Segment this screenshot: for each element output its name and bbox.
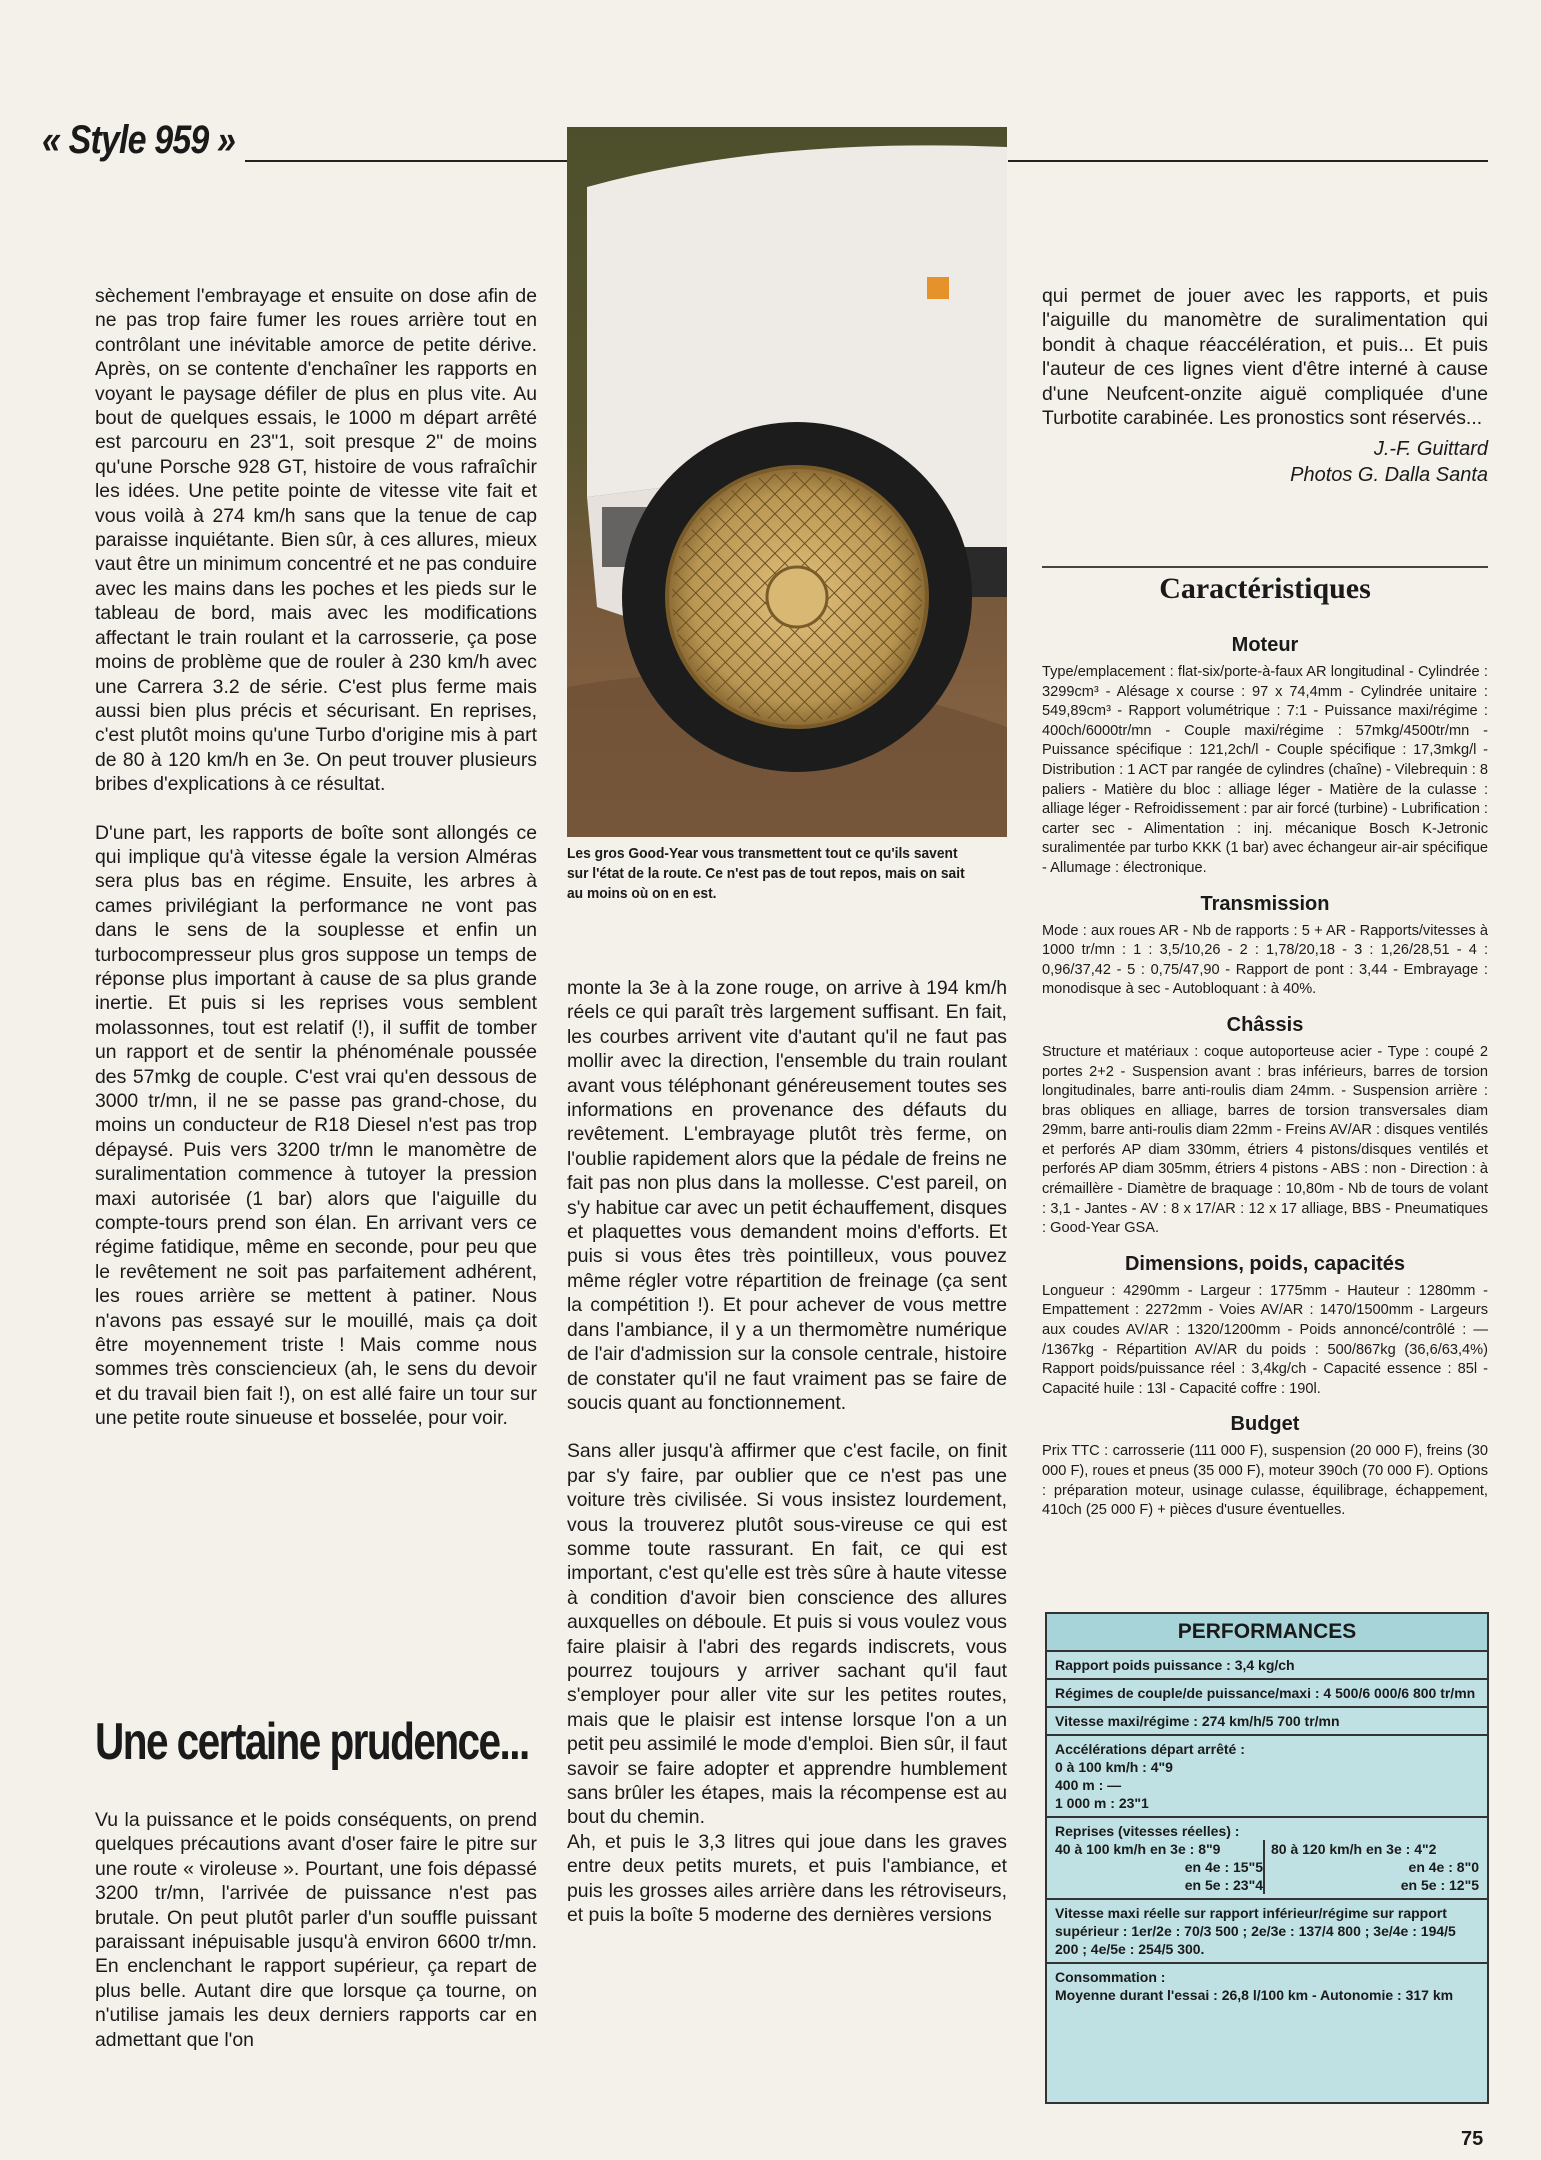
perf-rep-value: 80 à 120 km/h en 3e : 4"2 [1271,1841,1437,1857]
article-series-title: « Style 959 » [42,118,236,162]
perf-acceleration-title: Accélérations départ arrêté : [1055,1741,1245,1757]
perf-top-speed: Vitesse maxi/régime : 274 km/h/5 700 tr/mn [1047,1708,1487,1736]
perf-reprises-grid [1055,1840,1479,1894]
paragraph: Sans aller jusqu'à affirmer que c'est facile, on finit par s'y faire, par oublier que ce n'est pas une voiture très civilisée. Si vous insistez lourdement, vous la trouverez plutôt sous-vireuse ce qui est somme toute rassurant. En fait, ce qui est important, c'est qu'elle est très sûre à haute vitesse à condition d'avoir bien conscience des allures auxquelles on déboule. Et puis si vous voulez vous faire plaisir à l'abri des regards indiscrets, vous pourrez toujours y arriver sachant qu'il faut s'employer pour aller vite sur les petites routes, mais que le plaisir est intense lorsque l'on a un petit peu assimilé le mode d'emploi. Bien sûr, il faut savoir se faire adopter et apprendre humblement sans brûler les étapes, mais la récompense est au bout du chemin. [567,1440,1007,1829]
specs-budget-text: Prix TTC : carrosserie (111 000 F), suspension (20 000 F), freins (30 000 F), roues et pneus (35 000 F), moteur 390ch (70 000 F). Options : préparation moteur, usinage culasse, équilibrage, échappement, 410ch (25 000 F) + pièces d'usure éventuelles. [1042,1443,1488,1519]
specs-dimensions-title: Dimensions, poids, capacités [1124,1252,1406,1275]
specs-engine-text: Type/emplacement : flat-six/porte-à-faux AR longitudinal - Cylindrée : 3299cm³ - Alésage x course : 97 x 74,4mm - Cylindrée unitaire : 549,89cm³ - Rapport volumétrique : 7:1 - Puissance maxi/régime : 400ch/6000tr/mn - Couple maxi/régime : 57mkg/4500tr/mn - Puissance spécifique : 121,2ch/l - Couple spécifique : 17,3mkg/l - Distribution : 1 ACT par rangée de cylindres (chaîne) - Vilebrequin : 8 paliers - Matière du bloc : alliage léger - Matière de la culasse : alliage léger - Refroidissement : par air forcé (turbine) - Lubrification : carter sec - Alimentation : inj. mécanique Bosch K-Jetronic suralimentée par turbo KKK (1 bar) avec échangeur air-air spécifique - Allumage : électronique. [1042,664,1488,876]
perf-accel-100: 0 à 100 km/h : 4"9 [1055,1759,1173,1775]
perf-rep-value: 40 à 100 km/h en 3e : 8"9 [1055,1841,1221,1857]
specs-dimensions-text: Longueur : 4290mm - Largeur : 1775mm - Hauteur : 1280mm - Empattement : 2272mm - Voies AV/AR : 1470/1500mm - Largeurs aux coudes AV/AR : 1320/1200mm - Poids annoncé/contrôlé : — /1367kg - Répartition AV/AR du poids : 500/867kg (36,6/63,4%) Rapport poids/puissance réel : 3,4kg/ch - Capacité essence : 85l - Capacité huile : 13l - Capacité coffre : 190l. [1042,1282,1488,1397]
perf-rep-value: en 5e : 23"4 [1184,1877,1263,1893]
perf-rep-value: en 5e : 12"5 [1400,1877,1479,1893]
perf-consumption-title: Consommation : [1055,1969,1166,1985]
specs-budget-title: Budget [1230,1413,1300,1436]
header-rule-right [1008,160,1488,162]
paragraph: Vu la puissance et le poids conséquents, on prend quelques précautions avant d'oser faire le pitre sur une route « viroleuse ». Pourtant, une fois dépassé 3200 tr/mn, l'arrivée de puissance n'est pas brutale. On peut plutôt parler d'un souffle puissant paraissant inépuisable jusqu'à environ 6600 tr/mn. En enclenchant le rapport supérieur, ça repart de plus belle. Autant dire que lorsque ça tourne, on n'utilise jamais les deux derniers rapports car en admettant que l'on [95,1809,537,2051]
paragraph: qui permet de jouer avec les rapports, et puis l'aiguille du manomètre de suralimentation qui bondit à chaque réaccélération, et puis... Et puis l'auteur de ces lignes vient d'être interné à cause d'une Neufcent-onzite aiguë compliquée d'une Turbotite carabinée. Les pronostics sont réservés... [1042,285,1488,430]
paragraph: sèchement l'embrayage et ensuite on dose afin de ne pas trop faire fumer les roues arrière tout en contrôlant une inévitable amorce de petite dérive. Après, on se contente d'enchaîner les rapports en voyant le paysage défiler de plus en plus vite. Au bout de quelques essais, le 1000 m départ arrêté est parcouru en 23"1, soit presque 2" de moins qu'une Porsche 928 GT, histoire de vous rafraîchir les idées. Une petite pointe de vitesse vite fait et vous voilà à 274 km/h sans que la tenue de cap paraisse inquiétante. Bien sûr, à ces allures, mieux vaut être un minimum concentré et ne pas conduire avec les mains dans les poches et les pieds sur le tableau de bord, mais avec les modifications affectant le train roulant et la carrosserie, ça pose moins de problème que de rouler à 230 km/h avec une Carrera 3.2 de série. C'est plus ferme mais aussi bien plus précis et sécurisant. En reprises, c'est plutôt moins qu'une Turbo d'origine mis à part de 80 à 120 km/h en 3e. On peut trouver plusieurs bribes d'explications à ce résultat. [95,285,537,796]
specs-engine-title: Moteur [1231,634,1299,656]
perf-weight-power: Rapport poids puissance : 3,4 kg/ch [1047,1652,1487,1680]
perf-reprises-col-b [1263,1840,1479,1894]
perf-accel-400: 400 m : — [1055,1777,1122,1793]
specs-block [1042,620,1488,1521]
section-title: Une certaine prudence... [95,1713,529,1771]
column-2 [567,976,1007,1927]
specs-chassis-text: Structure et matériaux : coque autoporteuse acier - Type : coupé 2 portes 2+2 - Suspension avant : bras inférieurs, barres de torsion longitudinales, barre anti-roulis diam 24mm. - Suspension arrière : bras obliques en alliage, barres de torsion transversales diam 29mm, barre anti-roulis diam 22mm - Freins AV/AR : disques ventilés et perforés AP diam 330mm, étriers 4 pistons/disques ventilés et perforés AP diam 305mm, étriers 4 pistons - ABS : non - Direction : à crémaillère - Diamètre de braquage : 10,80m - Nb de tours de volant : 3,1 - Jantes - AV : 8 x 17/AR : 12 x 17 alliage, BBS - Pneumatiques : Good-Year GSA. [1042,1043,1488,1237]
paragraph: Ah, et puis le 3,3 litres qui joue dans les graves entre deux petits murets, et puis l'ambiance, et puis les grosses ailes arrière dans les rétroviseurs, et puis la boîte 5 moderne des dernières versions [567,1830,1007,1927]
perf-acceleration [1047,1736,1487,1818]
perf-accel-1000: 1 000 m : 23"1 [1055,1795,1149,1811]
perf-vmax-by-gear: Vitesse maxi réelle sur rapport inférieur/régime sur rapport supérieur : 1er/2e : 70/3 500 ; 2e/3e : 137/4 800 ; 3e/4e : 194/5 200 ; 4e/5e : 254/5 300. [1047,1900,1487,1964]
performances-box [1045,1612,1489,2104]
author: J.-F. Guittard [1373,438,1488,461]
column-1-top [95,284,537,1431]
perf-reprises-col-a [1055,1840,1263,1894]
perf-rep-value: en 4e : 8"0 [1408,1859,1479,1875]
perf-reprises-title: Reprises (vitesses réelles) : [1055,1823,1240,1839]
page-number: 75 [1461,2128,1484,2150]
specs-rule [1042,566,1488,568]
wheel-photo-illustration [567,127,1007,837]
performances-title: PERFORMANCES [1047,1614,1487,1652]
perf-consumption-value: Moyenne durant l'essai : 26,8 l/100 km - Autonomie : 317 km [1055,1987,1454,2003]
perf-rep-value: en 4e : 15"5 [1184,1859,1263,1875]
perf-consumption [1047,1964,1487,2008]
paragraph: monte la 3e à la zone rouge, on arrive à 194 km/h réels ce qui paraît très largement suffisant. En fait, les courbes arrivent vite d'autant qu'il ne faut pas mollir avec la direction, l'ensemble du train roulant avant vous téléphonant généreusement toutes ses informations en provenance des défauts du revêtement. L'embrayage plutôt très ferme, on l'oublie rapidement alors que la pédale de freins ne fait pas non plus dans la mollesse. C'est pareil, on s'y habitue car avec un petit échauffement, disques et plaquettes vous demandent moins d'efforts. Et puis si vous êtes très pointilleux, vous pouvez même régler votre répartition de freinage (ça sent la compétition !). Et pour achever de vous mettre dans l'ambiance, il y a un thermomètre numérique de l'air d'admission sur la console centrale, histoire de constater qu'il ne faut vraiment pas se faire de soucis quant au fonctionnement. [567,977,1007,1414]
perf-rpm: Régimes de couple/de puissance/maxi : 4 500/6 000/6 800 tr/mn [1047,1680,1487,1708]
photo-caption: Les gros Good-Year vous transmettent tout ce qu'ils savent sur l'état de la route. Ce n'est pas de tout repos, mais on sait au moins où on en est. [567,845,965,902]
paragraph: D'une part, les rapports de boîte sont allongés ce qui implique qu'à vitesse égale la version Alméras sera plus bas en régime. Ensuite, les arbres à cames privilégiant la performance ne vont pas dans le sens de la souplesse et enfin un turbocompresseur plus gros suppose un temps de réponse plus important à cause de sa plus grande inertie. Et puis si les reprises vous semblent molassonnes, tout est relatif (!), il suffit de tomber un rapport et de sentir la phénoménale poussée des 57mkg de couple. C'est vrai qu'en dessous de 3000 tr/mn, il ne se passe pas grand-chose, du moins un conducteur de R18 Diesel n'est pas trop dépaysé. Puis vers 3200 tr/mn le manomètre de suralimentation commence à tutoyer la pression maxi autorisée (1 bar) alors que l'aiguille du compte-tours prend son élan. En arrivant vers ce régime fatidique, même en seconde, pour peu que le revêtement ne soit pas parfaitement adhérent, les roues arrière se mettent à patiner. Nous n'avons pas essayé sur le mouillé, mais ça doit être moyennement triste ! Mais comme nous sommes très consciencieux (ah, le sens du devoir et du travail bien fait !), on est allé faire un tour sur une petite route sinueuse et bosselée, pour voir. [95,821,537,1430]
column-1-bottom [95,1808,537,2052]
header-rule [245,160,567,162]
photo-credit: Photos G. Dalla Santa [1290,464,1488,487]
car-wheel-photo [567,127,1007,837]
column-3 [1042,284,1488,488]
specs-chassis-title: Châssis [1226,1013,1304,1036]
specs-transmission-title: Transmission [1200,892,1330,915]
specs-transmission-text: Mode : aux roues AR - Nb de rapports : 5 + AR - Rapports/vitesses à 1000 tr/mn : 1 : 3,5/10,26 - 2 : 1,78/20,18 - 3 : 1,26/28,51 - 4 : 0,96/37,42 - 5 : 0,75/47,90 - Rapport de pont : 3,44 - Embrayage : monodisque à sec - Autobloquant : à 40%. [1042,922,1488,998]
perf-reprises [1047,1818,1487,1900]
specs-title: Caractéristiques [1159,572,1371,605]
